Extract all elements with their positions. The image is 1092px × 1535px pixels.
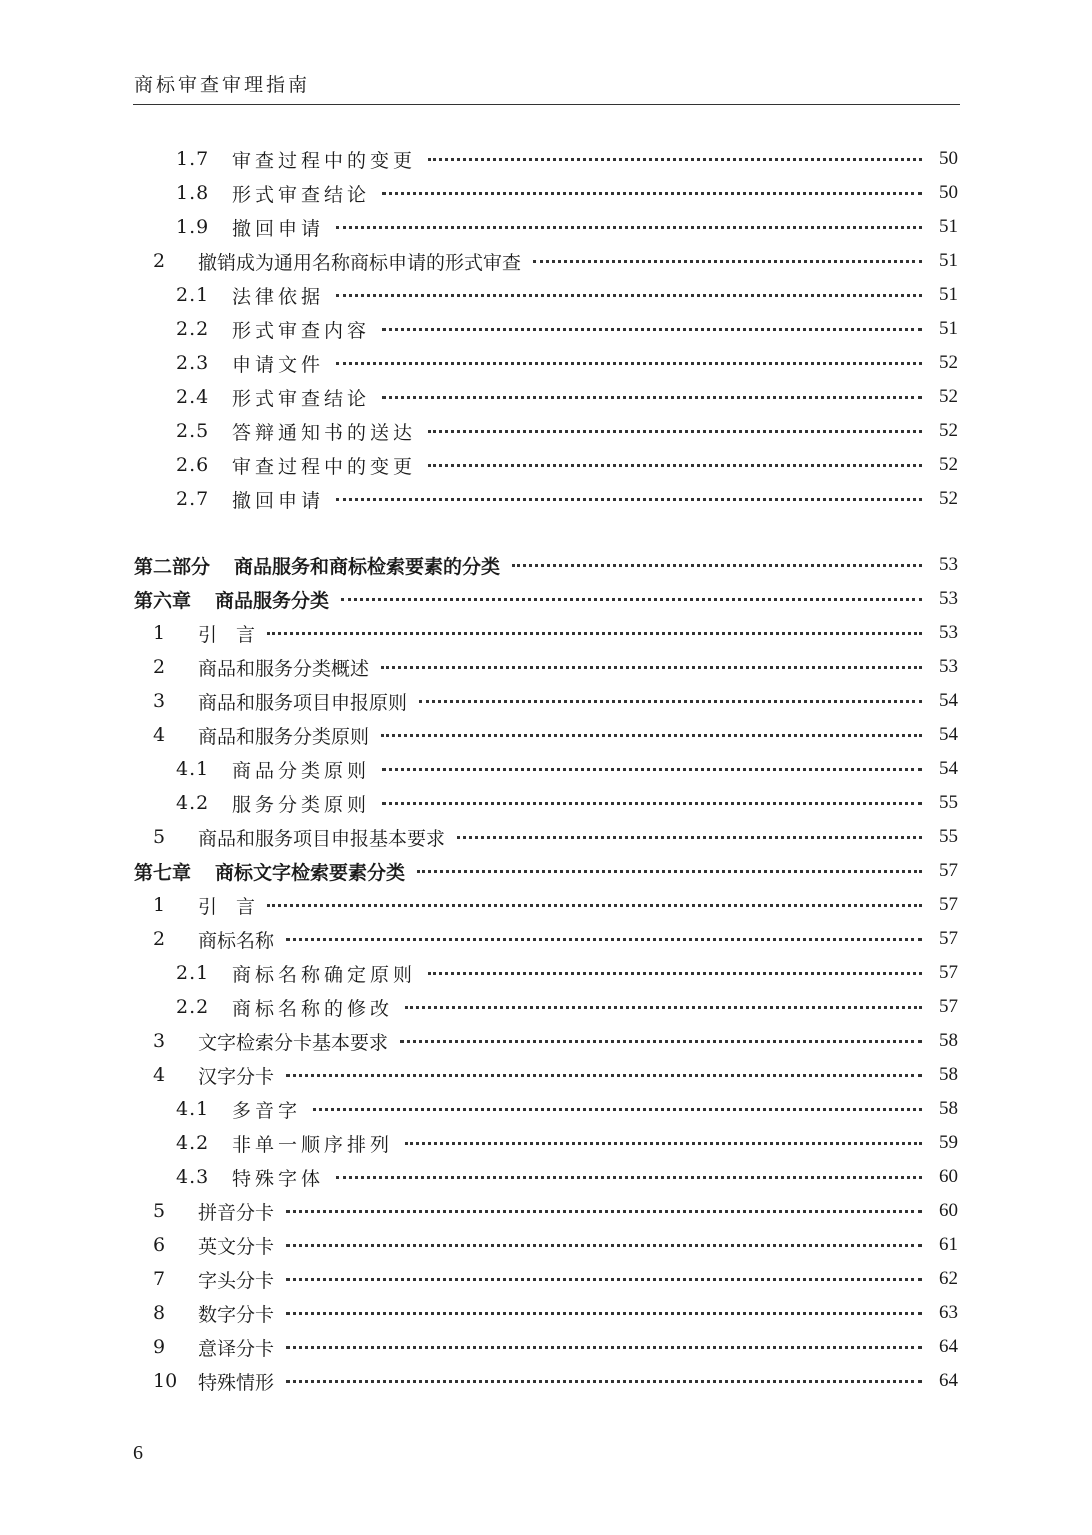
toc-entry <box>153 718 958 752</box>
dot-leader <box>381 666 922 669</box>
toc-entry-number: 2 <box>153 656 166 678</box>
dot-leader <box>428 464 922 467</box>
dot-leader <box>405 1006 922 1009</box>
toc-entry-page: 52 <box>939 454 958 475</box>
dot-leader <box>512 564 922 567</box>
toc-entry <box>176 752 958 786</box>
dot-leader <box>533 260 922 263</box>
toc-entry <box>153 1330 958 1364</box>
page-number: 6 <box>133 1442 143 1464</box>
dot-leader <box>286 1278 922 1281</box>
toc-entry <box>176 312 958 346</box>
toc-entry-title: 汉字分卡 <box>198 1065 275 1088</box>
toc-entry-number: 1.7 <box>176 148 210 170</box>
toc-entry-page: 52 <box>939 488 958 509</box>
toc-entry <box>176 176 958 210</box>
dot-leader <box>382 328 922 331</box>
toc-entry-page: 60 <box>939 1200 958 1221</box>
toc-entry-page: 54 <box>939 724 958 745</box>
toc-entry <box>153 922 958 956</box>
dot-leader <box>336 294 922 297</box>
toc-entry-number: 第二部分 <box>134 555 211 578</box>
toc-entry-page: 57 <box>939 962 958 983</box>
toc-entry-page: 64 <box>939 1370 958 1391</box>
toc-entry-page: 55 <box>939 826 958 847</box>
dot-leader <box>286 1074 922 1077</box>
toc-entry-number: 4.2 <box>176 792 210 814</box>
toc-entry-title: 商品服务和商标检索要素的分类 <box>234 555 501 578</box>
header-rule <box>133 104 960 105</box>
dot-leader <box>336 362 922 365</box>
toc-entry-number: 5 <box>153 826 166 848</box>
toc-entry <box>176 380 958 414</box>
toc-entry-page: 57 <box>939 894 958 915</box>
toc-entry-title: 引 言 <box>198 895 256 918</box>
dot-leader <box>336 498 922 501</box>
toc-entry-number: 2.6 <box>176 454 210 476</box>
toc-entry-page: 54 <box>939 690 958 711</box>
dot-leader <box>341 598 922 601</box>
toc-entry-number: 1.8 <box>176 182 210 204</box>
toc-entry <box>176 448 958 482</box>
toc-entry-number: 2 <box>153 928 166 950</box>
toc-entry-title: 撤回申请 <box>232 489 325 512</box>
toc-entry-title: 形式审查结论 <box>232 387 371 410</box>
toc-entry-number: 2.3 <box>176 352 210 374</box>
toc-entry-title: 撤销成为通用名称商标申请的形式审查 <box>198 251 522 274</box>
toc-entry-page: 53 <box>939 554 958 575</box>
toc-entry-number: 1 <box>153 894 166 916</box>
dot-leader <box>286 1380 922 1383</box>
toc-entry-title: 商标名称的修改 <box>232 997 394 1020</box>
toc-entry-number: 3 <box>153 1030 166 1052</box>
toc-entry-title: 答辩通知书的送达 <box>232 421 417 444</box>
toc-entry-page: 53 <box>939 588 958 609</box>
dot-leader <box>286 1244 922 1247</box>
toc-entry-number: 2.2 <box>176 318 210 340</box>
dot-leader <box>286 1210 922 1213</box>
toc-entry-title: 商品和服务分类原则 <box>198 725 370 748</box>
dot-leader <box>336 1176 922 1179</box>
toc-entry-title: 形式审查内容 <box>232 319 371 342</box>
dot-leader <box>428 972 922 975</box>
toc-entry-page: 63 <box>939 1302 958 1323</box>
toc-entry-page: 51 <box>939 250 958 271</box>
dot-leader <box>313 1108 922 1111</box>
toc-entry-number: 4.1 <box>176 1098 210 1120</box>
toc-entry-page: 58 <box>939 1030 958 1051</box>
toc-entry-page: 61 <box>939 1234 958 1255</box>
toc-entry-number: 5 <box>153 1200 166 1222</box>
toc-entry <box>176 414 958 448</box>
toc-entry-page: 64 <box>939 1336 958 1357</box>
toc-entry-number: 2 <box>153 250 166 272</box>
dot-leader <box>381 734 922 737</box>
toc-entry-number: 第七章 <box>134 861 192 884</box>
toc-entry-number: 4.1 <box>176 758 210 780</box>
toc-entry <box>176 956 958 990</box>
toc-entry-number: 7 <box>153 1268 166 1290</box>
toc-entry-page: 57 <box>939 928 958 949</box>
toc-entry-number: 8 <box>153 1302 166 1324</box>
toc-entry-page: 51 <box>939 216 958 237</box>
toc-entry <box>176 142 958 176</box>
toc-entry-number: 3 <box>153 690 166 712</box>
toc-entry-title: 商品和服务项目申报原则 <box>198 691 408 714</box>
toc-entry-title: 意译分卡 <box>198 1337 275 1360</box>
toc-entry <box>176 1092 958 1126</box>
toc-entry <box>176 346 958 380</box>
toc-entry-page: 54 <box>939 758 958 779</box>
toc-entry-title: 商品和服务分类概述 <box>198 657 370 680</box>
toc-entry-title: 英文分卡 <box>198 1235 275 1258</box>
toc-entry-number: 4.3 <box>176 1166 210 1188</box>
dot-leader <box>382 802 922 805</box>
dot-leader <box>382 768 922 771</box>
toc-entry <box>176 482 958 516</box>
toc-entry-page: 53 <box>939 622 958 643</box>
toc-entry-page: 50 <box>939 182 958 203</box>
toc-entry-number: 2.5 <box>176 420 210 442</box>
toc-entry-page: 60 <box>939 1166 958 1187</box>
toc-entry <box>153 1058 958 1092</box>
toc-entry-title: 审查过程中的变更 <box>232 149 417 172</box>
toc-entry <box>153 820 958 854</box>
toc-entry <box>153 1194 958 1228</box>
toc-entry-number: 4.2 <box>176 1132 210 1154</box>
dot-leader <box>382 396 922 399</box>
toc-entry-title: 审查过程中的变更 <box>232 455 417 478</box>
toc-entry-title: 商标文字检索要素分类 <box>215 861 406 884</box>
toc-entry-number: 1.9 <box>176 216 210 238</box>
toc-entry <box>176 210 958 244</box>
toc-entry <box>153 1228 958 1262</box>
toc-entry <box>176 786 958 820</box>
dot-leader <box>417 870 922 873</box>
toc-entry-title: 特殊字体 <box>232 1167 325 1190</box>
toc-entry-title: 字头分卡 <box>198 1269 275 1292</box>
toc-entry-page: 51 <box>939 318 958 339</box>
toc-entry <box>176 1126 958 1160</box>
dot-leader <box>286 938 922 941</box>
toc-entry-page: 52 <box>939 420 958 441</box>
toc-entry-page: 62 <box>939 1268 958 1289</box>
toc-entry <box>134 854 958 888</box>
toc-entry-page: 51 <box>939 284 958 305</box>
toc-entry-title: 数字分卡 <box>198 1303 275 1326</box>
toc-entry-title: 商品服务分类 <box>215 589 330 612</box>
toc-entry-title: 非单一顺序排列 <box>232 1133 394 1156</box>
dot-leader <box>419 700 922 703</box>
toc-entry <box>153 650 958 684</box>
toc-entry <box>134 548 958 582</box>
toc-entry-number: 第六章 <box>134 589 192 612</box>
toc-entry-title: 形式审查结论 <box>232 183 371 206</box>
toc-entry <box>153 1364 958 1398</box>
toc-entry-title: 商品和服务项目申报基本要求 <box>198 827 446 850</box>
toc-entry-page: 50 <box>939 148 958 169</box>
toc-entry-title: 法律依据 <box>232 285 325 308</box>
toc-entry-number: 10 <box>153 1370 178 1392</box>
toc-entry <box>176 278 958 312</box>
toc-entry-title: 文字检索分卡基本要求 <box>198 1031 389 1054</box>
running-header: 商标审查审理指南 <box>134 74 311 96</box>
toc-entry-title: 引 言 <box>198 623 256 646</box>
toc-entry-number: 2.1 <box>176 962 210 984</box>
toc-entry-title: 商标名称确定原则 <box>232 963 417 986</box>
dot-leader <box>267 904 922 907</box>
toc-entry-page: 52 <box>939 386 958 407</box>
toc-entry <box>153 888 958 922</box>
dot-leader <box>428 158 922 161</box>
toc-entry-page: 58 <box>939 1098 958 1119</box>
dot-leader <box>457 836 922 839</box>
toc-entry-number: 1 <box>153 622 166 644</box>
toc-entry <box>176 990 958 1024</box>
toc-entry-page: 57 <box>939 996 958 1017</box>
dot-leader <box>428 430 922 433</box>
dot-leader <box>286 1346 922 1349</box>
toc-entry-number: 2.2 <box>176 996 210 1018</box>
toc-entry-page: 53 <box>939 656 958 677</box>
toc-entry <box>153 616 958 650</box>
toc-entry-title: 特殊情形 <box>198 1371 275 1394</box>
toc-entry-number: 4 <box>153 1064 166 1086</box>
toc-entry-title: 申请文件 <box>232 353 325 376</box>
toc-entry-number: 4 <box>153 724 166 746</box>
toc-entry <box>134 582 958 616</box>
toc-entry-title: 商标名称 <box>198 929 275 952</box>
toc-entry-number: 2.7 <box>176 488 210 510</box>
toc-entry-title: 商品分类原则 <box>232 759 371 782</box>
toc-entry-page: 57 <box>939 860 958 881</box>
toc-entry <box>153 1024 958 1058</box>
toc-entry <box>176 1160 958 1194</box>
dot-leader <box>405 1142 922 1145</box>
toc-entry-title: 多音字 <box>232 1099 302 1122</box>
dot-leader <box>382 192 922 195</box>
toc-entry-page: 58 <box>939 1064 958 1085</box>
toc-entry-title: 撤回申请 <box>232 217 325 240</box>
toc-entry <box>153 244 958 278</box>
toc-entry <box>153 684 958 718</box>
toc-entry-number: 9 <box>153 1336 166 1358</box>
dot-leader <box>400 1040 922 1043</box>
toc-entry-title: 拼音分卡 <box>198 1201 275 1224</box>
dot-leader <box>286 1312 922 1315</box>
toc-entry-title: 服务分类原则 <box>232 793 371 816</box>
toc-entry-page: 59 <box>939 1132 958 1153</box>
dot-leader <box>336 226 922 229</box>
toc-entry-number: 6 <box>153 1234 166 1256</box>
dot-leader <box>267 632 922 635</box>
toc-entry-number: 2.4 <box>176 386 210 408</box>
toc-entry <box>153 1296 958 1330</box>
toc-entry-page: 52 <box>939 352 958 373</box>
toc-entry <box>153 1262 958 1296</box>
toc-entry-number: 2.1 <box>176 284 210 306</box>
toc-entry-page: 55 <box>939 792 958 813</box>
